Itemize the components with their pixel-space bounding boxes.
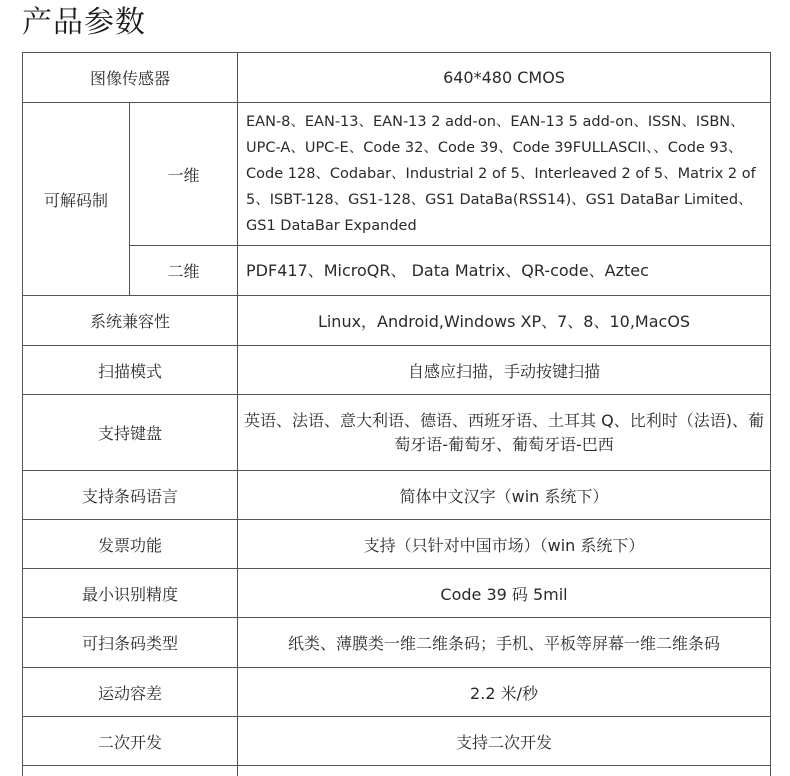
page-title: 产品参数 bbox=[22, 5, 146, 40]
row-value: 支持（只针对中国市场）（win 系统下） bbox=[238, 520, 771, 569]
row-value: 纸类、薄膜类一维二维条码；手机、平板等屏幕一维二维条码 bbox=[238, 618, 771, 668]
row-value-2d: PDF417、MicroQR、 Data Matrix、QR-code、Aztec bbox=[238, 246, 771, 296]
row-label-cutoff bbox=[23, 766, 238, 776]
row-value: 640*480 CMOS bbox=[238, 53, 771, 103]
row-value: Code 39 码 5mil bbox=[238, 569, 771, 618]
row-value: 英语、法语、意大利语、德语、西班牙语、土耳其 Q、比利时（法语)、葡萄牙语-葡萄牙、葡萄牙语-巴西 bbox=[238, 395, 771, 471]
row-value: 2.2 米/秒 bbox=[238, 668, 771, 717]
row-label-decode: 可解码制 bbox=[23, 103, 130, 296]
table-row-scan-mode bbox=[23, 346, 771, 395]
row-label: 发票功能 bbox=[23, 520, 238, 569]
row-label: 图像传感器 bbox=[23, 53, 238, 103]
row-label: 支持条码语言 bbox=[23, 471, 238, 520]
table-row-sensor bbox=[23, 53, 771, 103]
row-value-cutoff bbox=[238, 766, 771, 776]
row-label: 支持键盘 bbox=[23, 395, 238, 471]
spec-table bbox=[22, 52, 771, 776]
row-value-1d: EAN-8、EAN-13、EAN-13 2 add-on、EAN-13 5 add-on、ISSN、ISBN、UPC-A、UPC-E、Code 32、Code 39、Code 39FULLASCII、、Code 93、Code 128、Codabar、Industrial 2 of 5、Interleaved 2 of 5、Matrix 2 of 5、ISBT-128、GS1-128、GS1 DataBa(RSS14)、GS1 DataBar Limited、GS1 DataBar Expanded bbox=[238, 103, 771, 246]
row-label: 运动容差 bbox=[23, 668, 238, 717]
table-row-motion bbox=[23, 668, 771, 717]
row-sublabel-2d: 二维 bbox=[130, 246, 238, 296]
row-value: 简体中文汉字（win 系统下） bbox=[238, 471, 771, 520]
table-row-os bbox=[23, 296, 771, 346]
table-row-invoice bbox=[23, 520, 771, 569]
table-row-1d bbox=[23, 103, 771, 246]
row-label: 系统兼容性 bbox=[23, 296, 238, 346]
table-row-cutoff bbox=[23, 766, 771, 776]
table-row-scan-types bbox=[23, 618, 771, 668]
row-label: 可扫条码类型 bbox=[23, 618, 238, 668]
table-row-sdk bbox=[23, 717, 771, 766]
table-row-barcode-lang bbox=[23, 471, 771, 520]
row-value: 支持二次开发 bbox=[238, 717, 771, 766]
row-label: 扫描模式 bbox=[23, 346, 238, 395]
table-row-precision bbox=[23, 569, 771, 618]
row-value: Linux，Android,Windows XP、7、8、10,MacOS bbox=[238, 296, 771, 346]
row-value: 自感应扫描，手动按键扫描 bbox=[238, 346, 771, 395]
table-row-keyboard bbox=[23, 395, 771, 471]
table-row-2d bbox=[23, 246, 771, 296]
row-sublabel-1d: 一维 bbox=[130, 103, 238, 246]
row-label: 最小识别精度 bbox=[23, 569, 238, 618]
row-label: 二次开发 bbox=[23, 717, 238, 766]
